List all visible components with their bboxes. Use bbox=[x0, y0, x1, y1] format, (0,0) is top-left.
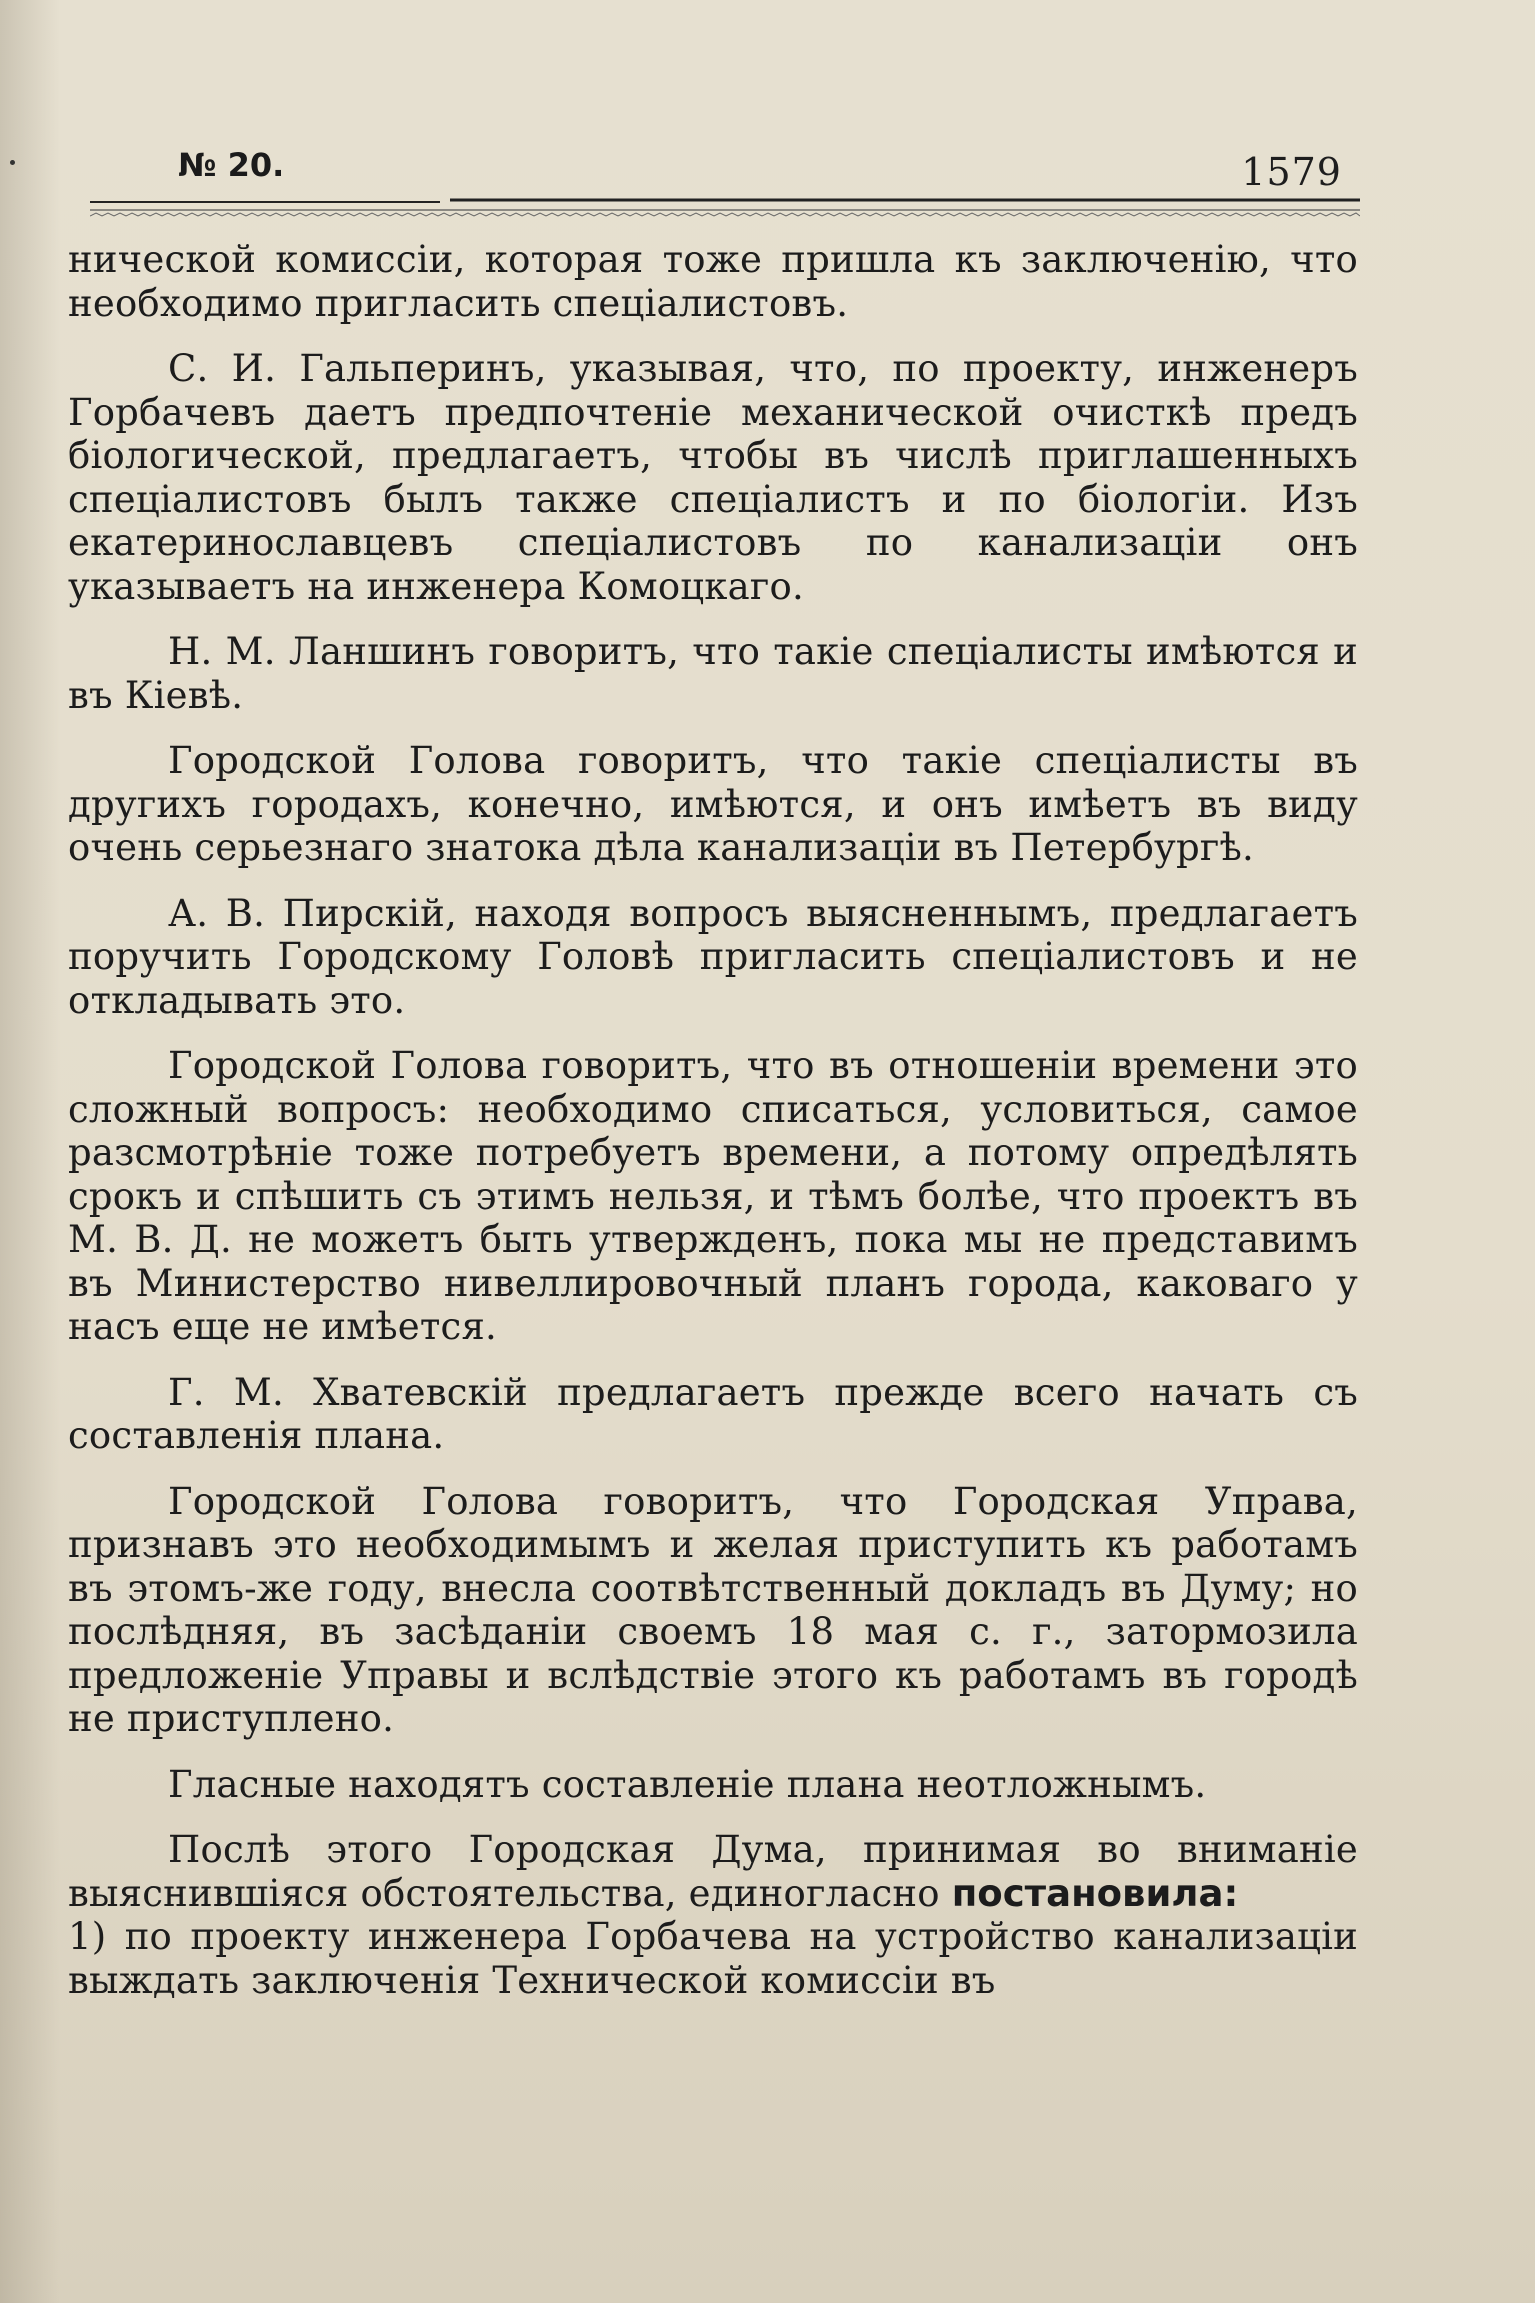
resolution-item: 1) по проекту инженера Горбачева на устройство канализаціи выждать заключенія Технической комиссіи въ bbox=[68, 1915, 1358, 2002]
resolution-lead: Послѣ этого Городская Дума, принимая во вниманіе выяснившіяся обстоятельства, единогласно bbox=[68, 1828, 1358, 1915]
resolution-keyword: постановила: bbox=[951, 1871, 1239, 1915]
paragraph-continuation: ничеcкой комиссіи, которая тоже пришла къ заключенію, что необходимо пригласить спеціалистовъ. bbox=[68, 238, 1358, 325]
paragraph-mayor-specialists: Городской Голова говоритъ, что такіе спеціалисты въ другихъ городахъ, конечно, имѣются, и онъ имѣетъ въ виду очень серьезнаго знатока дѣла канализаціи въ Петербургѣ. bbox=[68, 739, 1358, 869]
header-rule bbox=[90, 198, 1360, 222]
paragraph-lanshin: Н. М. Ланшинъ говоритъ, что такіе спеціалисты имѣются и въ Кіевѣ. bbox=[68, 630, 1358, 717]
issue-number: № 20. bbox=[178, 146, 285, 184]
header-rule-graphic bbox=[90, 198, 1360, 222]
page-number: 1579 bbox=[1241, 150, 1342, 194]
paragraph-khvatevsky: Г. М. Хватевскій предлагаетъ прежде всего начать съ составленія плана. bbox=[68, 1370, 1358, 1457]
paragraph-mayor-work: Городской Голова говоритъ, что Городская Управа, признавъ это необходимымъ и желая приступить къ работамъ въ этомъ-же году, внесла соотвѣтственный докладъ въ Думу; но послѣдняя, въ засѣданіи своемъ 18 мая с. г., затормозила предложеніе Управы и вслѣдствіе этого къ работамъ въ городѣ не приступлено. bbox=[68, 1479, 1358, 1740]
paragraph-councillors: Гласные находятъ составленіе плана неотложнымъ. bbox=[168, 1762, 1207, 1806]
paragraph-mayor-time: Городской Голова говоритъ, что въ отношеніи времени это сложный вопросъ: необходимо списаться, условиться, самое разсмотрѣніе тоже потребуетъ времени, а потому опредѣлять срокъ и спѣшить съ этимъ нельзя, и тѣмъ болѣе, что проектъ въ М. В. Д. не можетъ быть утвержденъ, пока мы не представимъ въ Министерство нивеллировочный планъ города, каковаго у насъ еще не имѣется. bbox=[68, 1044, 1358, 1348]
paragraph-pirsky: А. В. Пирскій, находя вопросъ выясненнымъ, предлагаетъ поручить Городскому Головѣ пригласить спеціалистовъ и не откладывать это. bbox=[68, 891, 1358, 1022]
body-text bbox=[68, 238, 1358, 2118]
paragraph-galperin: С. И. Гальперинъ, указывая, что, по проекту, инженеръ Горбачевъ даетъ предпочтеніе механической очисткѣ предъ біологической, предлагаетъ, чтобы въ числѣ приглашенныхъ спеціалистовъ былъ также спеціалистъ и по біологіи. Изъ екатеринославцевъ спеціалистовъ по канализаціи онъ указываетъ на инженера Комоцкаго. bbox=[68, 347, 1358, 608]
running-header bbox=[90, 142, 1360, 192]
paragraph-resolution bbox=[68, 1828, 1358, 2002]
page-shadow bbox=[0, 0, 60, 2303]
ink-speck bbox=[10, 160, 15, 165]
